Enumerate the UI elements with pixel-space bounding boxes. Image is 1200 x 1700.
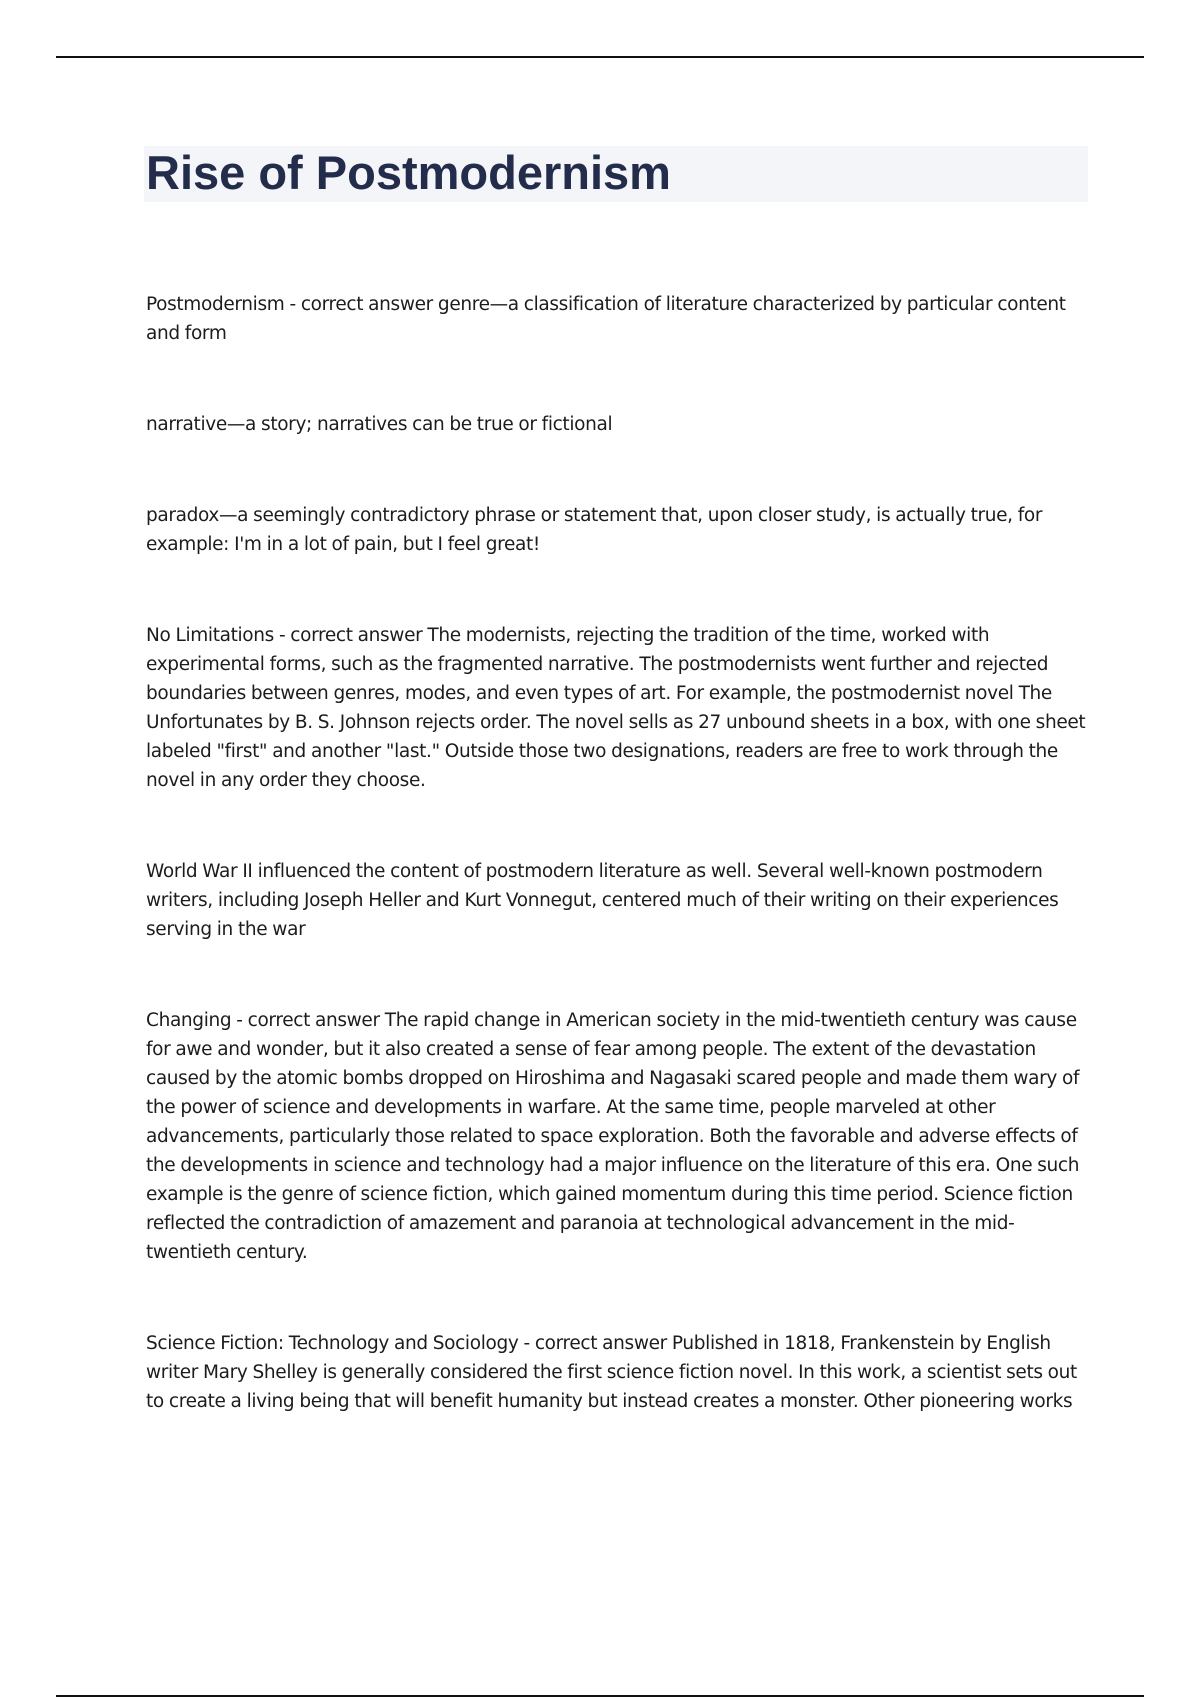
paragraph-science-fiction: Science Fiction: Technology and Sociology - correct answer Published in 1818, Frankenstein by English writer Mary Shelley is generally considered the first science fiction novel. In this work, a scientist sets out to create a living being that will benefit humanity but instead creates a monster. Other pioneering works [146, 1333, 1077, 1412]
paragraph-paradox: paradox—a seemingly contradictory phrase or statement that, upon closer study, is actually true, for example: I'm in a lot of pain, but I feel great! [146, 505, 1043, 555]
bottom-rule [56, 1695, 1144, 1697]
paragraph-narrative: narrative—a story; narratives can be true or fictional [146, 414, 613, 435]
paragraph-postmodernism: Postmodernism - correct answer genre—a classification of literature characterized by particular content and form [146, 294, 1066, 344]
paragraph-world-war-ii: World War II influenced the content of postmodern literature as well. Several well-known postmodern writers, including Joseph Heller and Kurt Vonnegut, centered much of their writing on their experiences serving in the war [146, 861, 1059, 940]
document-title: Rise of Postmodernism [146, 146, 671, 199]
paragraph-changing: Changing - correct answer The rapid change in American society in the mid-twentieth century was cause for awe and wonder, but it also created a sense of fear among people. The extent of the devastation caused by the atomic bombs dropped on Hiroshima and Nagasaki scared people and made them wary of the power of science and developments in warfare. At the same time, people marveled at other advancements, particularly those related to space exploration. Both the favorable and adverse effects of the developments in science and technology had a major influence on the literature of this era. One such example is the genre of science fiction, which gained momentum during this time period. Science fiction reflected the contradiction of amazement and paranoia at technological advancement in the mid-twentieth century. [146, 1010, 1080, 1263]
paragraph-no-limitations: No Limitations - correct answer The modernists, rejecting the tradition of the time, worked with experimental forms, such as the fragmented narrative. The postmodernists went further and rejected boundaries between genres, modes, and even types of art. For example, the postmodernist novel The Unfortunates by B. S. Johnson rejects order. The novel sells as 27 unbound sheets in a box, with one sheet labeled "first" and another "last." Outside those two designations, readers are free to work through the novel in any order they choose. [146, 625, 1086, 791]
top-rule [56, 56, 1144, 58]
document-body [146, 290, 1094, 1478]
